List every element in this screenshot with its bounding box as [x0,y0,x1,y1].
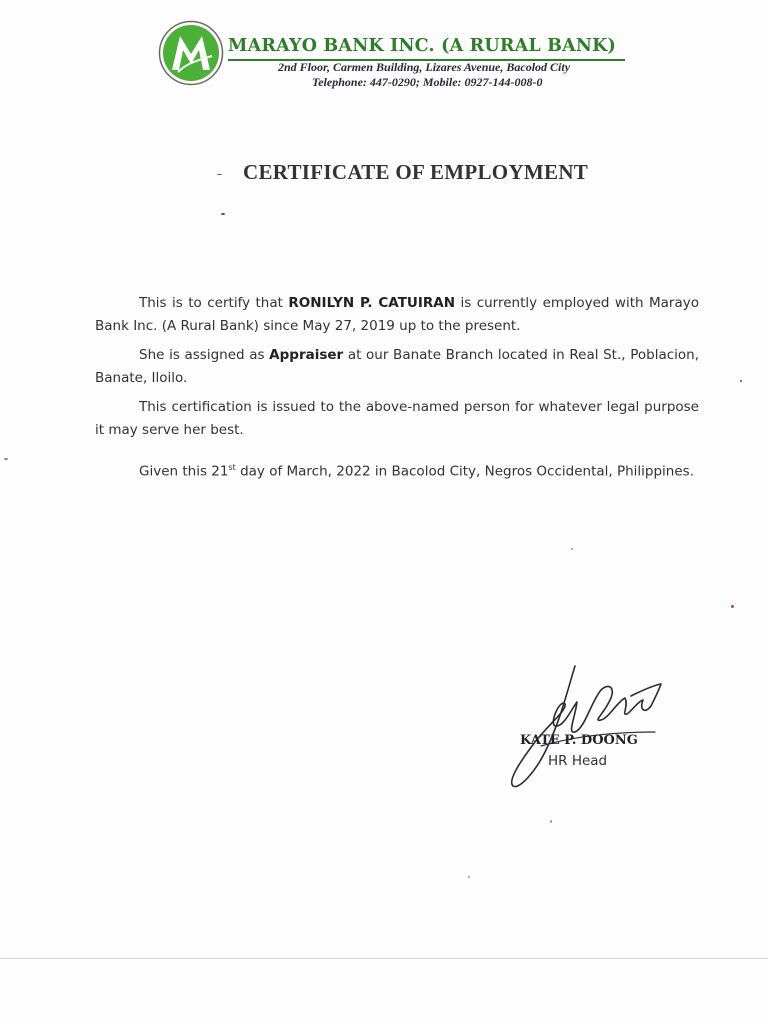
scan-speck [468,876,470,878]
scan-speck [571,548,573,550]
scan-speck [731,605,734,608]
p3-text: This certification is issued to the above-named person for whatever legal purpose it may serve her best. [95,399,699,438]
scan-speck [740,380,742,382]
p4-lead: Given this 21 [139,463,229,480]
scan-speck [221,213,225,215]
p1-rest: is currently employed with Marayo Bank Inc. (A Rural Bank) since May 27, 2019 up to the present. [95,295,699,334]
scan-speck [4,458,8,460]
bank-logo [158,20,224,86]
signatory-name: KATE P. DOONG [520,733,638,748]
paragraph-given [95,456,699,484]
p1-lead: This is to certify that [139,295,289,311]
paragraph-purpose [95,396,699,442]
scan-edge-line [0,958,768,959]
paragraph-assignment [95,344,699,390]
signatory-role: HR Head [548,753,608,769]
bank-address: 2nd Floor, Carmen Building, Lizares Avenue, Bacolod City [278,60,571,74]
p2-rest: at our Banate Branch located in Real St., Poblacion, Banate, Iloilo. [95,347,699,386]
paragraph-certify [95,292,699,338]
letterhead [158,18,678,98]
scan-speck [550,820,552,823]
document-title: CERTIFICATE OF EMPLOYMENT [243,160,589,184]
p4-ordinal: st [228,463,236,472]
p2-lead: She is assigned as [139,347,270,363]
employee-name: RONILYN P. CATUIRAN [288,295,456,311]
employee-position: Appraiser [269,347,344,363]
p4-rest: day of March, 2022 in Bacolod City, Negros Occidental, Philippines. [235,463,694,480]
handwritten-signature [505,662,665,792]
bank-name: MARAYO BANK INC. (A RURAL BANK) [228,36,617,56]
bank-phone: Telephone: 447-0290; Mobile: 0927-144-008-0 [312,75,543,89]
scan-speck [217,174,222,175]
